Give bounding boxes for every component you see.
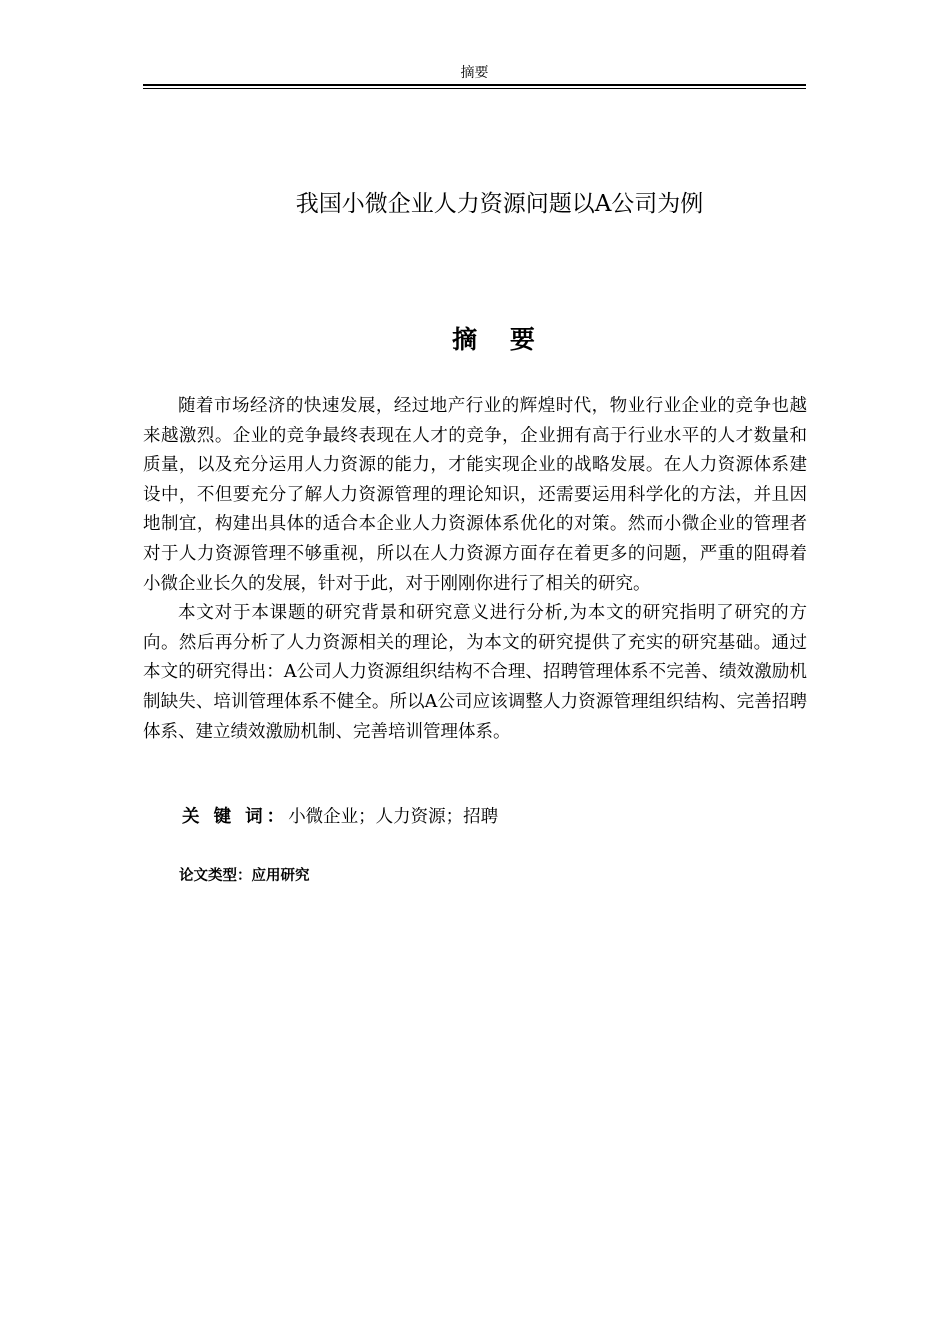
abstract-paragraph-2: 本文对于本课题的研究背景和研究意义进行分析,为本文的研究指明了研究的方向。然后再分析了人力资源相关的理论，为本文的研究提供了充实的研究基础。通过本文的研究得出：A公司人力资源组织结构不合理、招聘管理体系不完善、绩效激励机制缺失、培训管理体系不健全。所以A公司应该调整人力资源管理组织结构、完善招聘体系、建立绩效激励机制、完善培训管理体系。 [143,603,807,742]
header-rule-thin [143,88,806,89]
keywords-value: 小微企业；人力资源；招聘 [288,807,499,827]
keywords-label: 关 键 词： [182,807,289,827]
abstract-paragraph-1: 随着市场经济的快速发展，经过地产行业的辉煌时代，物业行业企业的竞争也越来越激烈。企业的竞争最终表现在人才的竞争，企业拥有高于行业水平的人才数量和质量，以及充分运用人力资源的能力，才能实现企业的战略发展。在人力资源体系建设中，不但要充分了解人力资源管理的理论知识，还需要运用科学化的方法，并且因地制宜，构建出具体的适合本企业人力资源体系优化的对策。然而小微企业的管理者对于人力资源管理不够重视，所以在人力资源方面存在着更多的问题，严重的阻碍着小微企业长久的发展，针对于此，对于刚刚你进行了相关的研究。 [143,396,807,594]
abstract-body [143,392,807,747]
header-rule-thick [143,84,806,86]
keywords-line [182,803,498,831]
running-header: 摘要 [460,65,489,81]
paper-type: 论文类型：应用研究 [179,868,310,884]
abstract-heading: 摘 要 [452,325,547,354]
document-title: 我国小微企业人力资源问题以A公司为例 [295,191,704,217]
